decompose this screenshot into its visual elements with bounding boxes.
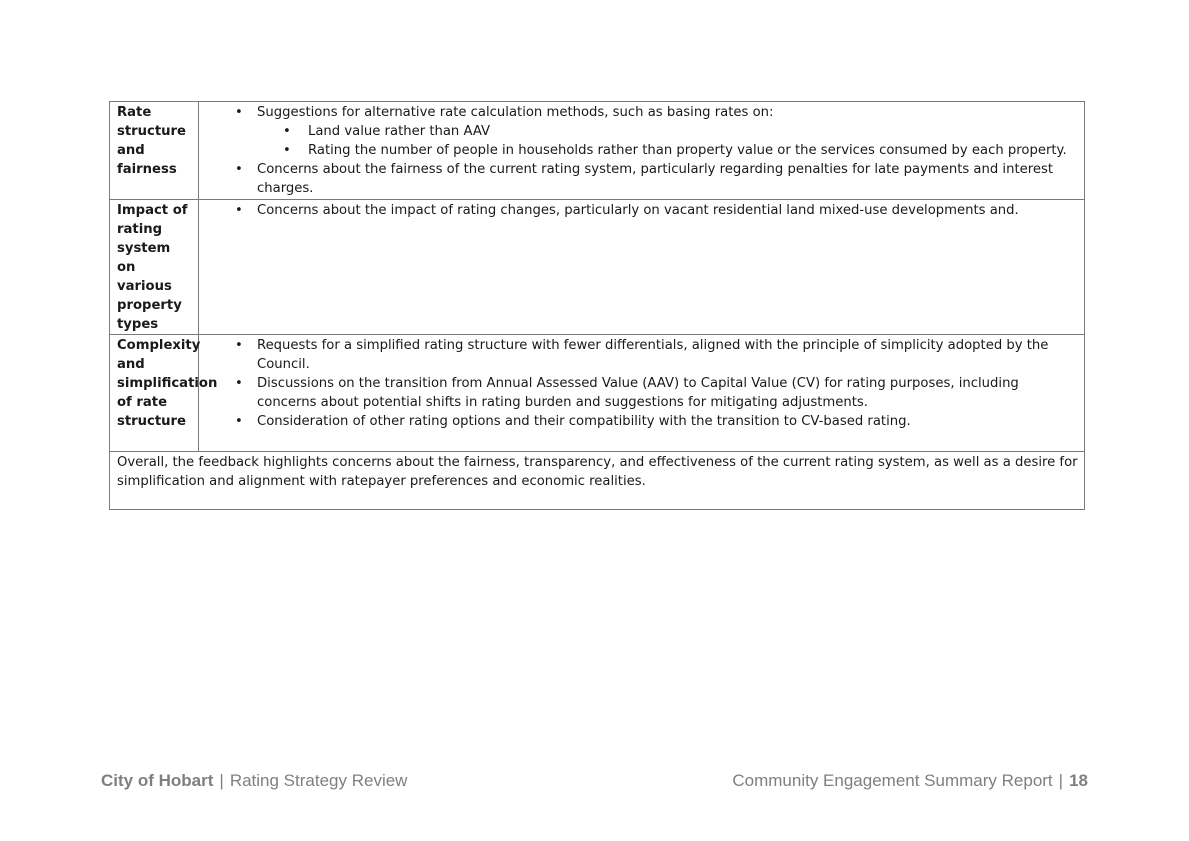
topic-line: rating system (117, 222, 171, 256)
topic-line: Rate (117, 105, 152, 120)
details-cell (199, 102, 1085, 200)
topic-line: Complexity (117, 338, 201, 353)
table-row (110, 452, 1085, 510)
footer-right (732, 771, 1088, 791)
summary-cell: Overall, the feedback highlights concerns about the fairness, transparency, and effectiveness of the current rating system, as well as a desire for simplification and alignment with ratepayer preferences and economic realities. (110, 452, 1085, 510)
topic-cell (110, 335, 218, 452)
topic-cell (110, 102, 199, 200)
table-row (110, 102, 1085, 200)
list-item (206, 103, 1078, 160)
footer-separator: | (1058, 771, 1064, 790)
topic-line: structure and (117, 124, 187, 158)
list-item: • Discussions on the transition from Annual Assessed Value (AAV) to Capital Value (CV) for rating purposes, including concerns about potential shifts in rating burden and suggestions for mitigating adjustments. (206, 374, 1078, 412)
table-row (110, 335, 1085, 452)
topic-line: Impact of (117, 203, 188, 218)
page-number: 18 (1069, 771, 1088, 790)
bullet-list (206, 103, 1078, 198)
list-item: • Rating the number of people in households rather than property value or the services consumed by each property. (257, 141, 1078, 160)
topic-line: property (117, 298, 182, 313)
footer-separator: | (219, 771, 224, 790)
bullet-text: Suggestions for alternative rate calculation methods, such as basing rates on: (257, 105, 774, 120)
list-item: • Requests for a simplified rating structure with fewer differentials, aligned with the principle of simplicity adopted by the Council. (206, 336, 1078, 374)
bullet-list (206, 336, 1078, 431)
topic-line: types (117, 317, 159, 332)
topic-line: fairness (117, 162, 177, 177)
list-item: • Concerns about the fairness of the current rating system, particularly regarding penalties for late payments and interest charges. (206, 160, 1078, 198)
list-item: • Concerns about the impact of rating changes, particularly on vacant residential land mixed-use developments and. (206, 201, 1078, 220)
topic-line: of rate (117, 395, 168, 410)
footer-left (101, 771, 407, 791)
topic-cell (110, 200, 199, 335)
sub-bullet-list (257, 122, 1078, 160)
list-item: • Land value rather than AAV (257, 122, 1078, 141)
footer-report: Community Engagement Summary Report (732, 771, 1053, 790)
topic-line: on various (117, 260, 172, 294)
bullet-list (206, 201, 1078, 220)
table-row (110, 200, 1085, 335)
feedback-summary-table (109, 101, 1085, 510)
topic-line: simplification (117, 376, 218, 391)
footer-org: City of Hobart (101, 771, 214, 790)
details-cell (199, 335, 1085, 452)
details-cell (199, 200, 1085, 335)
topic-line: and (117, 357, 145, 372)
footer-project: Rating Strategy Review (229, 771, 408, 790)
topic-line: structure (117, 414, 187, 429)
list-item: • Consideration of other rating options and their compatibility with the transition to CV-based rating. (206, 412, 1078, 431)
